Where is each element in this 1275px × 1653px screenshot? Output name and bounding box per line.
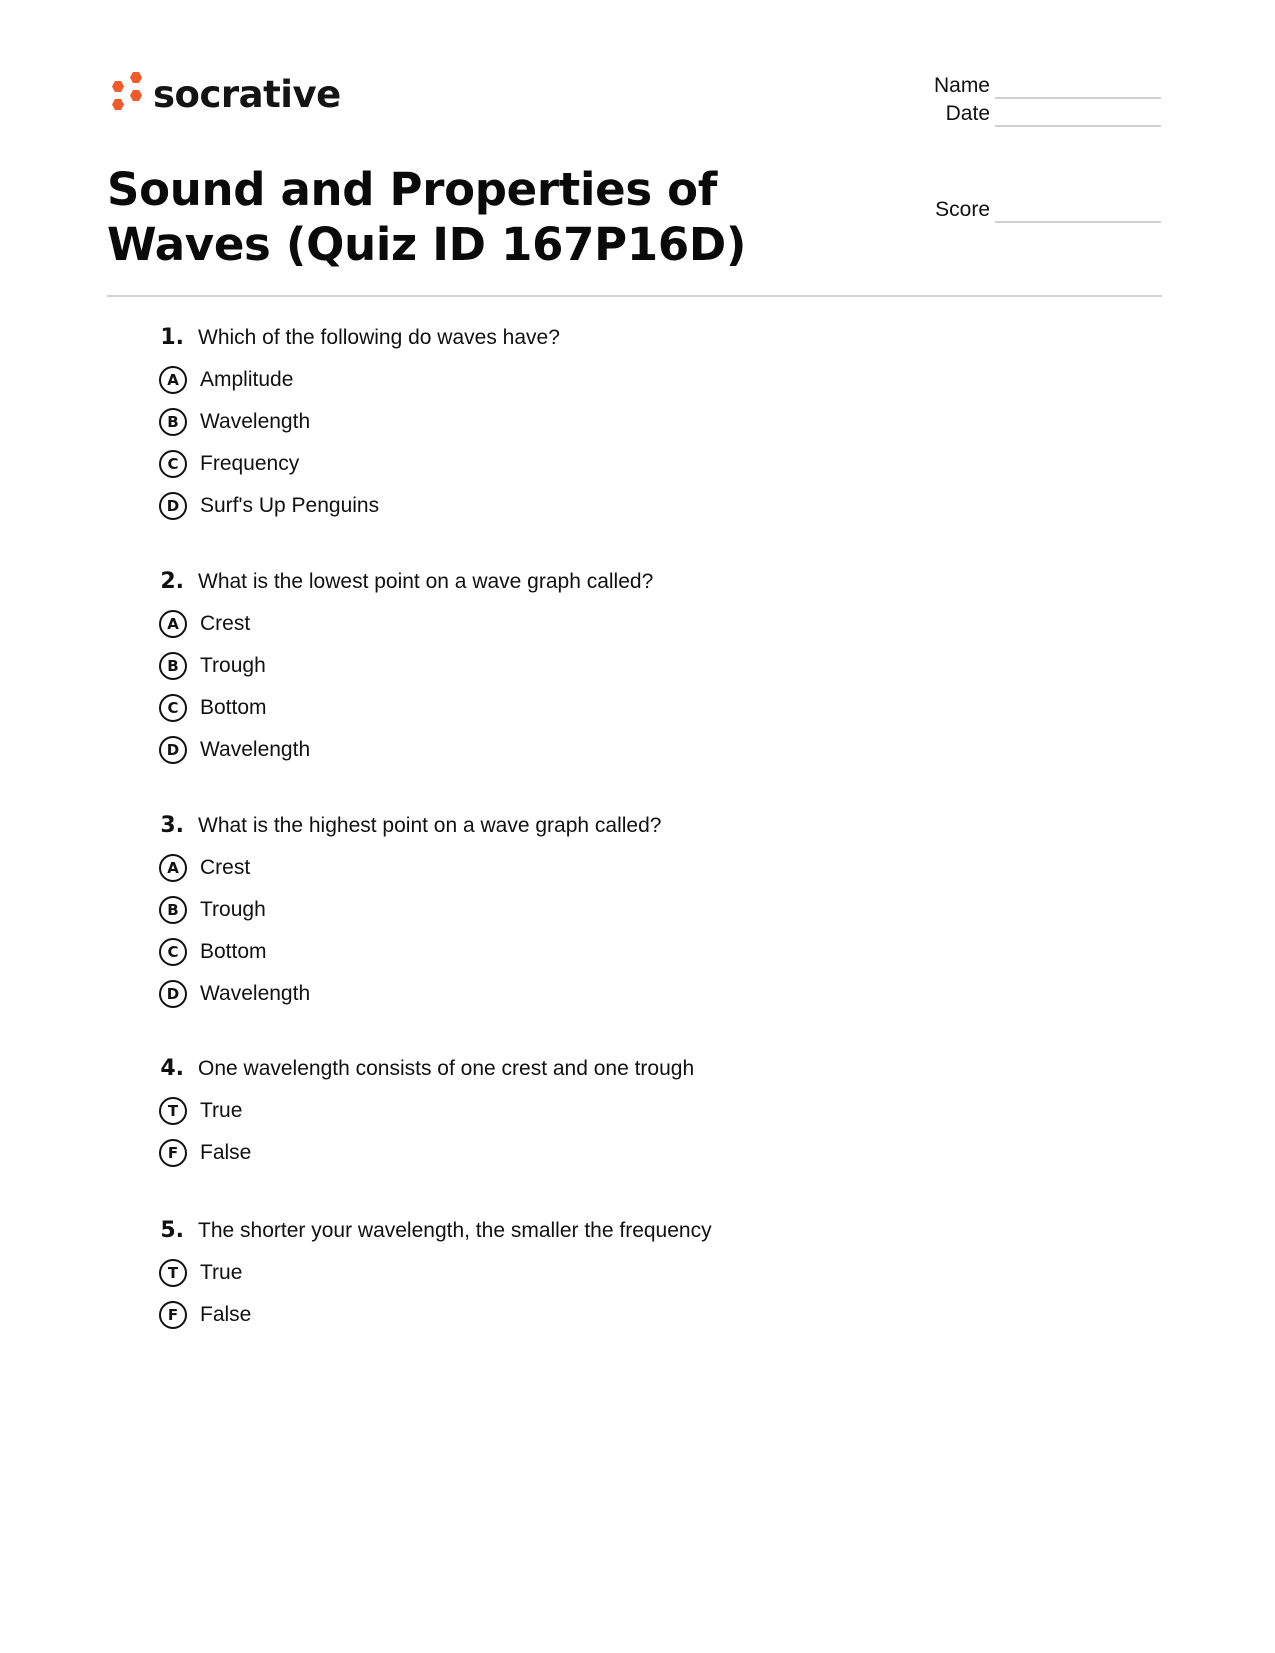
option-label: Crest bbox=[200, 856, 251, 879]
question-text: One wavelength consists of one crest and one trough bbox=[198, 1057, 695, 1080]
option-label: Wavelength bbox=[200, 410, 311, 433]
option-circle[interactable]: T bbox=[159, 1259, 187, 1287]
option-circle[interactable]: D bbox=[159, 980, 187, 1008]
option-true[interactable] bbox=[155, 1090, 955, 1132]
option-circle[interactable]: D bbox=[159, 492, 187, 520]
option-true[interactable] bbox=[155, 1252, 955, 1294]
question-2 bbox=[155, 569, 955, 771]
score-line[interactable] bbox=[995, 221, 1161, 223]
date-label: Date bbox=[945, 102, 990, 125]
option-circle[interactable]: A bbox=[159, 854, 187, 882]
option-circle[interactable]: B bbox=[159, 896, 187, 924]
question-number: 4. bbox=[160, 1056, 184, 1081]
option-d[interactable] bbox=[155, 973, 955, 1015]
option-circle[interactable]: A bbox=[159, 610, 187, 638]
score-field[interactable] bbox=[840, 198, 1162, 228]
option-circle[interactable]: F bbox=[159, 1301, 187, 1329]
option-b[interactable] bbox=[155, 401, 955, 443]
option-circle[interactable]: A bbox=[159, 366, 187, 394]
option-label: Surf's Up Penguins bbox=[200, 494, 380, 517]
option-circle[interactable]: B bbox=[159, 408, 187, 436]
question-number: 5. bbox=[160, 1218, 184, 1243]
question-5 bbox=[155, 1218, 955, 1336]
name-line[interactable] bbox=[995, 97, 1161, 99]
header-divider bbox=[107, 295, 1162, 297]
option-d[interactable] bbox=[155, 485, 955, 527]
question-number: 2. bbox=[160, 569, 184, 594]
option-false[interactable] bbox=[155, 1132, 955, 1174]
option-a[interactable] bbox=[155, 603, 955, 645]
option-c[interactable] bbox=[155, 931, 955, 973]
option-c[interactable] bbox=[155, 443, 955, 485]
option-circle[interactable]: T bbox=[159, 1097, 187, 1125]
option-b[interactable] bbox=[155, 645, 955, 687]
page-title: Sound and Properties of Waves (Quiz ID 167P16D) bbox=[107, 163, 747, 271]
option-circle[interactable]: C bbox=[159, 938, 187, 966]
option-c[interactable] bbox=[155, 687, 955, 729]
option-label: Trough bbox=[200, 898, 266, 921]
option-label: False bbox=[200, 1141, 252, 1164]
option-label: Bottom bbox=[200, 940, 267, 963]
question-number: 3. bbox=[160, 813, 184, 838]
option-false[interactable] bbox=[155, 1294, 955, 1336]
option-b[interactable] bbox=[155, 889, 955, 931]
question-text: Which of the following do waves have? bbox=[198, 326, 560, 349]
option-a[interactable] bbox=[155, 359, 955, 401]
option-label: True bbox=[200, 1099, 243, 1122]
question-text: The shorter your wavelength, the smaller the frequency bbox=[198, 1219, 712, 1242]
date-field[interactable] bbox=[840, 102, 1162, 132]
option-circle[interactable]: F bbox=[159, 1139, 187, 1167]
option-circle[interactable]: D bbox=[159, 736, 187, 764]
score-label: Score bbox=[935, 198, 990, 221]
hexagon-cluster-icon bbox=[107, 70, 145, 118]
question-1 bbox=[155, 325, 955, 527]
question-text: What is the highest point on a wave graph called? bbox=[198, 814, 662, 837]
option-label: Bottom bbox=[200, 696, 267, 719]
option-label: Trough bbox=[200, 654, 266, 677]
name-field[interactable] bbox=[840, 74, 1162, 104]
date-line[interactable] bbox=[995, 125, 1161, 127]
option-label: Wavelength bbox=[200, 982, 311, 1005]
question-number: 1. bbox=[160, 325, 184, 350]
socrative-logo bbox=[107, 70, 341, 118]
option-label: Amplitude bbox=[200, 368, 294, 391]
name-label: Name bbox=[933, 74, 990, 97]
option-label: Wavelength bbox=[200, 738, 311, 761]
option-label: Frequency bbox=[200, 452, 300, 475]
question-3 bbox=[155, 813, 955, 1015]
option-circle[interactable]: B bbox=[159, 652, 187, 680]
option-circle[interactable]: C bbox=[159, 694, 187, 722]
option-label: True bbox=[200, 1261, 243, 1284]
option-circle[interactable]: C bbox=[159, 450, 187, 478]
option-label: False bbox=[200, 1303, 252, 1326]
option-d[interactable] bbox=[155, 729, 955, 771]
question-4 bbox=[155, 1056, 955, 1174]
question-text: What is the lowest point on a wave graph called? bbox=[198, 570, 654, 593]
brand-name: socrative bbox=[153, 72, 341, 116]
option-label: Crest bbox=[200, 612, 251, 635]
option-a[interactable] bbox=[155, 847, 955, 889]
